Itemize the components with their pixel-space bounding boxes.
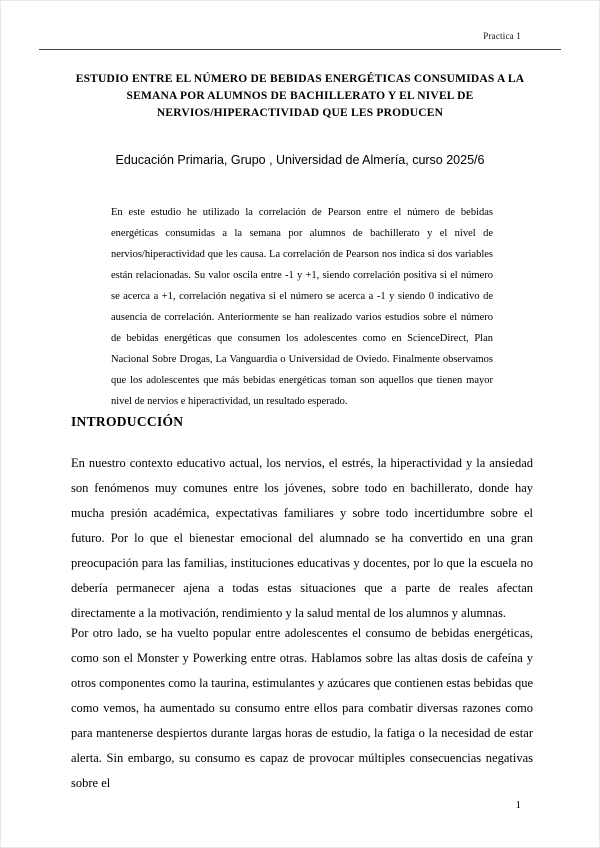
page-number: 1 xyxy=(515,799,521,811)
body-paragraph-2: Por otro lado, se ha vuelto popular entre adolescentes el consumo de bebidas energéticas, como son el Monster y Powerking entre otras. Hablamos sobre las altas dosis de cafeína y otros componentes como la taurina, estimulantes y azúcares que contienen estas bebidas que como vemos, ha aumentado su consumo entre ellos para combatir diversas razones como para mantenerse despiertos durante largas horas de estudio, la fatiga o la necesidad de estar alerta. Sin embargo, su consumo es capaz de provocar múltiples consecuencias negativas sobre el xyxy=(71,626,533,790)
running-header xyxy=(41,31,521,41)
section-heading-introduccion: INTRODUCCIÓN xyxy=(71,414,184,429)
abstract-paragraph: En este estudio he utilizado la correlación de Pearson entre el número de bebidas energéticas consumidas a la semana por alumnos de bachillerato y el nivel de nervios/hiperactividad que les causa. La correlación de Pearson nos indica si dos variables están relacionadas. Su valor oscila entre -1 y +1, siendo correlación positiva si el número se acerca a +1, correlación negativa si el número se acerca a -1 y siendo 0 indicativo de ausencia de correlación. Anteriormente se han realizado varios estudios sobre el número de bebidas energéticas que consumen los adolescentes como en ScienceDirect, Plan Nacional Sobre Drogas, La Vanguardia o Universidad de Oviedo. Finalmente observamos que los adolescentes que más bebidas energéticas toman son aquellos que tienen mayor nivel de nervios e hiperactividad, un resultado esperado. xyxy=(111,207,493,407)
document-subtitle: Educación Primaria, Grupo , Universidad de Almería, curso 2025/6 xyxy=(115,153,485,167)
running-header-text: Practica 1 xyxy=(483,31,521,41)
document-title: ESTUDIO ENTRE EL NÚMERO DE BEBIDAS ENERGÉTICAS CONSUMIDAS A LA SEMANA POR ALUMNOS DE BACHILLERATO Y EL NIVEL DE NERVIOS/HIPERACTIVIDAD QUE LES PRODUCEN xyxy=(75,73,525,119)
body-paragraph-1: En nuestro contexto educativo actual, los nervios, el estrés, la hiperactividad y la ansiedad son fenómenos muy comunes entre los jóvenes, sobre todo en bachillerato, donde hay mucha presión académica, expectativas familiares y sobre todo incertidumbre sobre el futuro. Por lo que el bienestar emocional del alumnado se ha convertido en una gran preocupación para las familias, instituciones educativas y docentes, por lo que la escuela no debería permanecer ajena a todas estas situaciones que a parte de reales afectan directamente a la motivación, rendimiento y la salud mental de los alumnos y alumnas. xyxy=(71,456,533,620)
header-rule xyxy=(39,49,561,50)
